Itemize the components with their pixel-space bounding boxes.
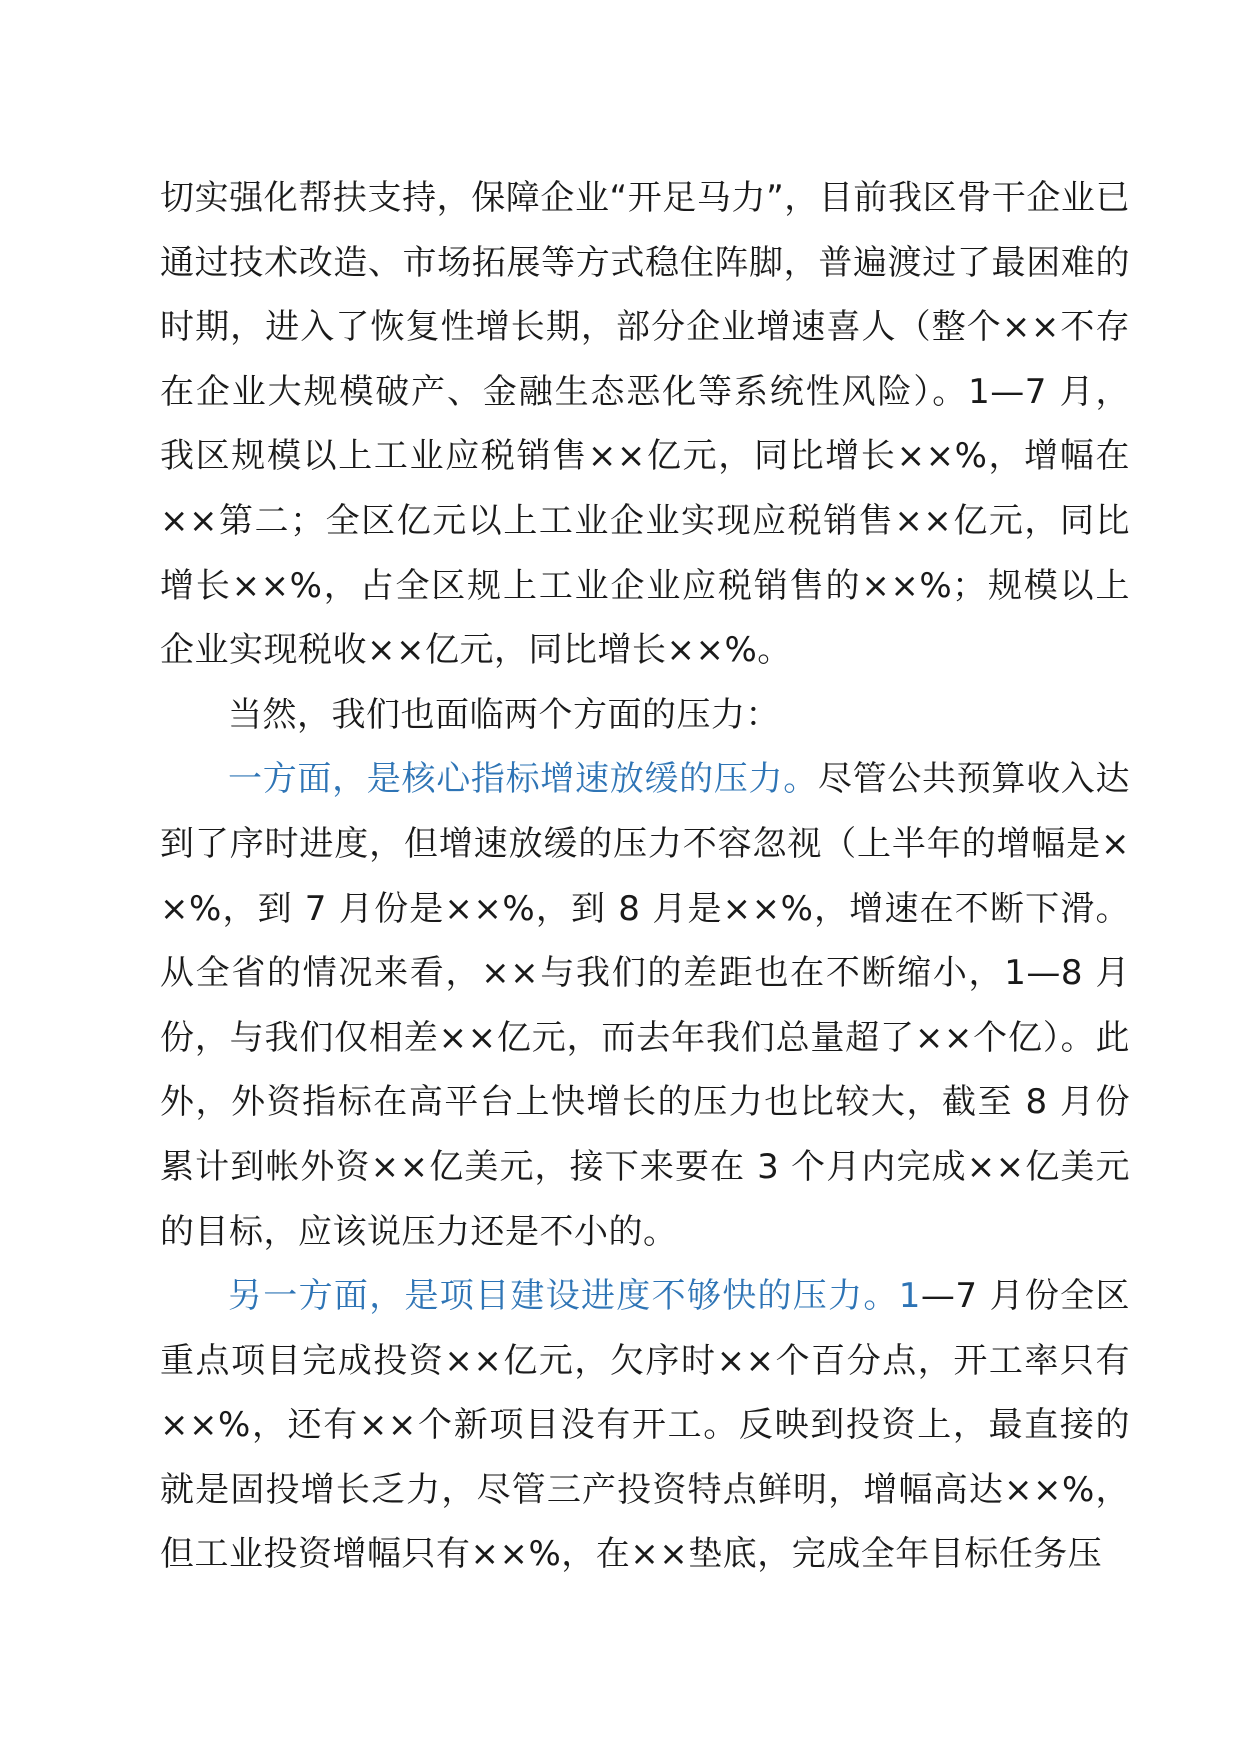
- paragraph-3: [160, 747, 1130, 1264]
- paragraph-2: [160, 683, 1130, 748]
- paragraph-4-heading: 另一方面，是项目建设进度不够快的压力。1: [228, 1276, 921, 1317]
- paragraph-3-text: 尽管公共预算收入达到了序时进度，但增速放缓的压力不容忽视（上半年的增幅是××%，到 7 月份是××%，到 8 月是××%，增速在不断下滑。从全省的情况来看，××与我们的差距也在不断缩小，1—8 月份，与我们仅相差××亿元，而去年我们总量超了××个亿）。此外，外资指标在高平台上快增长的压力也比较大，截至 8 月份累计到帐外资××亿美元，接下来要在 3 个月内完成××亿美元的目标，应该说压力还是不小的。: [160, 759, 1131, 1252]
- paragraph-4-text: —7 月份全区重点项目完成投资××亿元，欠序时××个百分点，开工率只有××%，还有××个新项目没有开工。反映到投资上，最直接的就是固投增长乏力，尽管三产投资特点鲜明，增幅高达××%，但工业投资增幅只有××%，在××垫底，完成全年目标任务压: [160, 1276, 1130, 1575]
- paragraph-4: [160, 1264, 1130, 1587]
- paragraph-1: [160, 166, 1130, 683]
- paragraph-2-text: 当然，我们也面临两个方面的压力：: [228, 694, 780, 735]
- paragraph-3-heading: 一方面，是核心指标增速放缓的压力。: [228, 759, 818, 800]
- paragraph-1-text: 切实强化帮扶支持，保障企业“开足马力”，目前我区骨干企业已通过技术改造、市场拓展等方式稳住阵脚，普遍渡过了最困难的时期，进入了恢复性增长期，部分企业增速喜人（整个××不存在企业大规模破产、金融生态恶化等系统性风险）。1—7 月，我区规模以上工业应税销售××亿元，同比增长××%，增幅在××第二；全区亿元以上工业企业实现应税销售××亿元，同比增长××%，占全区规上工业企业应税销售的××%；规模以上企业实现税收××亿元，同比增长××%。: [160, 178, 1130, 671]
- document-body: [160, 166, 1130, 1587]
